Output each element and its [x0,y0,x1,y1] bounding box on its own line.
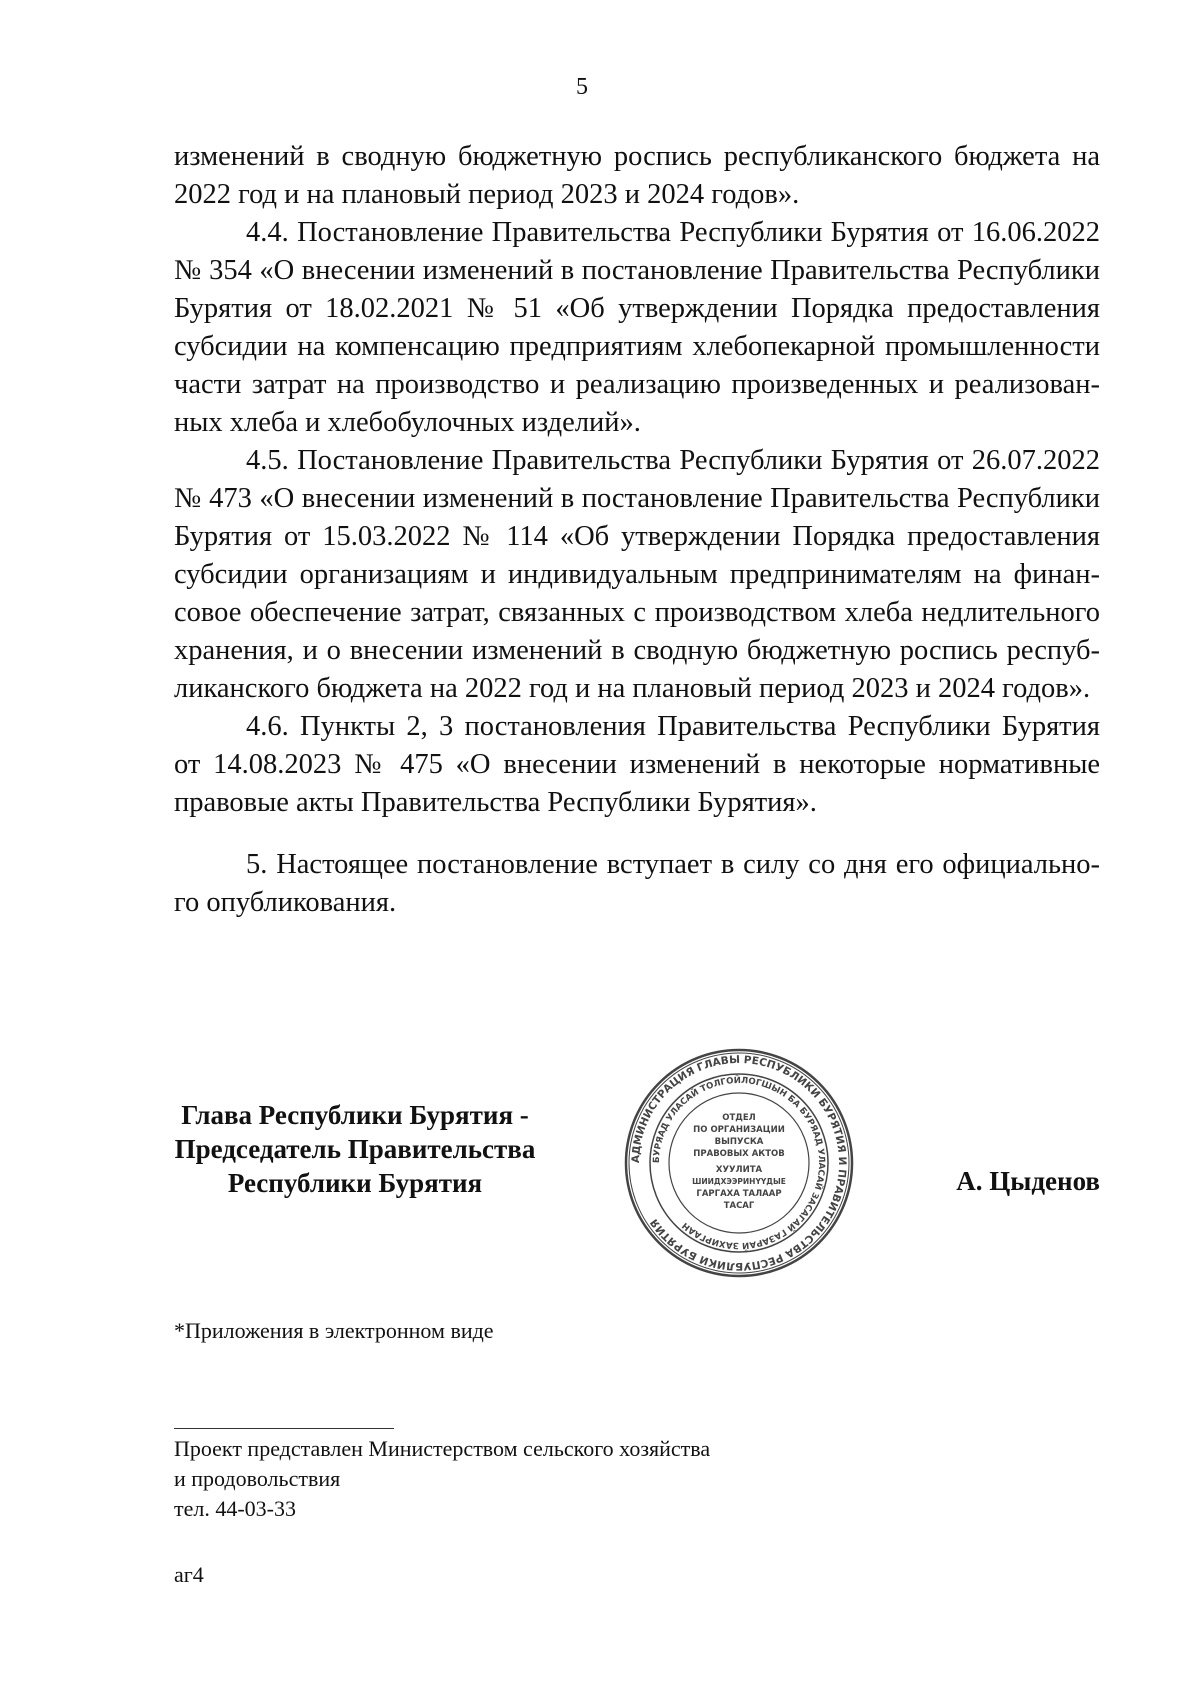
svg-text:ГАРГАХА ТАЛААР: ГАРГАХА ТАЛААР [696,1189,782,1199]
svg-text:ХУУЛИТА: ХУУЛИТА [715,1165,763,1175]
svg-text:ВЫПУСКА: ВЫПУСКА [714,1137,764,1147]
footnote-line: Проект представлен Министерством сельского хозяйства [174,1436,711,1461]
paragraph-item-5: 5. Настоящее постановление вступает в силу со дня его официального опубликования. [174,849,1100,918]
official-stamp [624,1048,854,1278]
svg-text:ТАСАГ: ТАСАГ [723,1201,755,1211]
page-number: 5 [576,74,588,100]
paragraph-item-4-6: 4.6. Пункты 2, 3 постановления Правительства Республики Бурятия от 14.08.2023 № 475 «О внесении изменений в некоторые нормативные правовые акты Правительства Республики Бурятия». [174,711,1100,818]
footnote-line: и продовольствия [174,1466,341,1491]
signatory-title-line: Глава Республики Бурятия - [181,1100,529,1130]
document-code: аг4 [174,1562,204,1587]
paragraph-item-4-4: 4.4. Постановление Правительства Республики Бурятия от 16.06.2022 № 354 «О внесении изменений в постановление Правительства Республики Бурятия от 18.02.2021 № 51 «Об утверждении Порядка предоставления субсидии на компенсацию предприятиям хлебопекарной промышленности части затрат на производство и реализацию произведенных и реализованных хлеба и хлебобулочных изделий». [174,217,1100,438]
signatory-title-line: Республики Бурятия [227,1168,483,1198]
signatory-title-line: Председатель Правительства [174,1134,536,1164]
stamp-center-text [692,1113,786,1211]
body-text [174,138,1100,922]
stamp-inner-text: БУРЯАД УЛАСАЙ ТОЛГОЙЛОГШЫН БА БУРЯАД УЛАСАЙ ЗАСАГАЙ ГАЗАРАЙ ЗАХИРГААН [651,1075,827,1251]
paragraph-continuation: изменений в сводную бюджетную роспись республиканского бюджета на 2022 год и на плановый период 2023 и 2024 годов». [174,141,1100,210]
footnote [174,1434,710,1524]
svg-text:ПРАВОВЫХ АКТОВ: ПРАВОВЫХ АКТОВ [693,1149,785,1159]
appendix-note: *Приложения в электронном виде [174,1318,494,1343]
svg-text:ПО ОРГАНИЗАЦИИ: ПО ОРГАНИЗАЦИИ [693,1125,785,1135]
signatory-title [150,1098,560,1200]
signatory-name: А. Цыденов [956,1166,1100,1196]
paragraph-item-4-5: 4.5. Постановление Правительства Республики Бурятия от 26.07.2022 № 473 «О внесении изменений в постановление Правительства Республики Бурятия от 15.03.2022 № 114 «Об утверждении Порядка предоставления субсидии организациям и индивидуальным предпринимателям на финансовое обеспечение затрат, связанных с производством хлеба недлительного хранения, и о внесении изменений в сводную бюджетную роспись республиканского бюджета на 2022 год и на плановый период 2023 и 2024 годов». [174,445,1100,704]
svg-text:ОТДЕЛ: ОТДЕЛ [722,1113,756,1123]
footnote-line: тел. 44-03-33 [174,1496,297,1521]
footnote-divider [174,1428,394,1429]
svg-text:ШИИДХЭЭРИНҮҮДЫЕ: ШИИДХЭЭРИНҮҮДЫЕ [692,1177,786,1186]
stamp-outer-text: АДМИНИСТРАЦИЯ ГЛАВЫ РЕСПУБЛИКИ БУРЯТИЯ И ПРАВИТЕЛЬСТВА РЕСПУБЛИКИ БУРЯТИЯ [629,1053,849,1273]
